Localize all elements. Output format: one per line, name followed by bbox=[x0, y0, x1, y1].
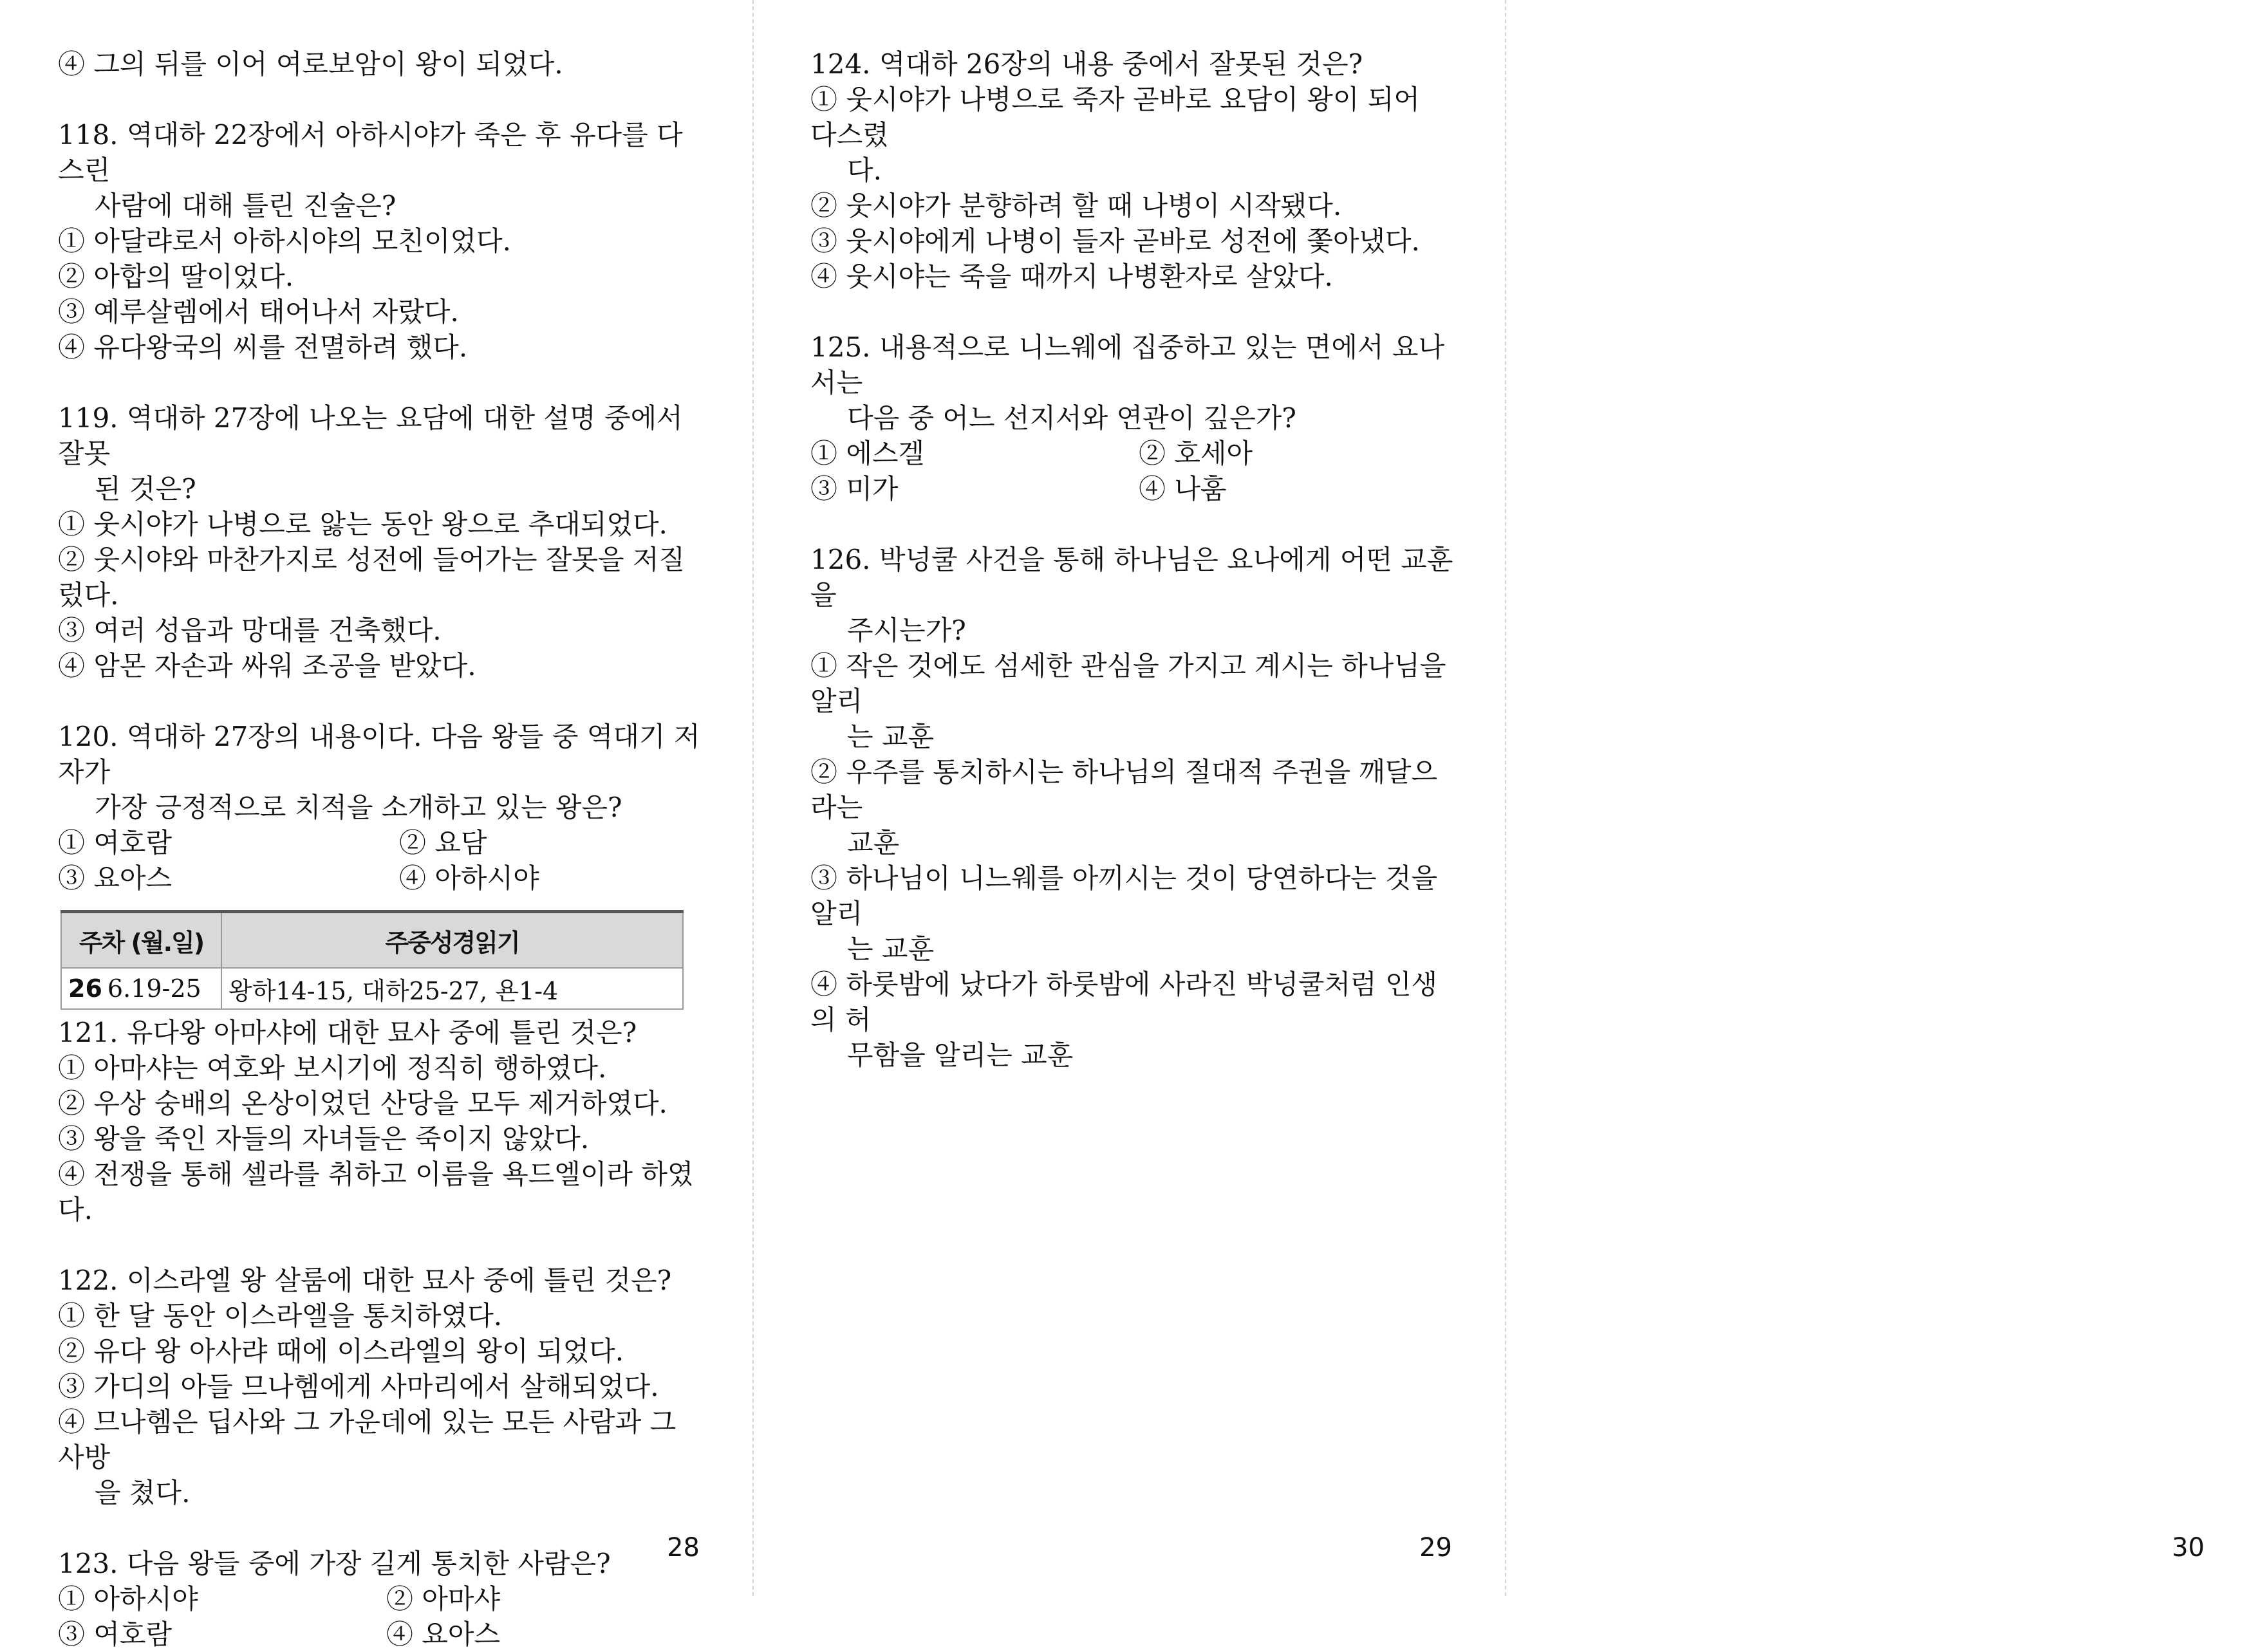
q126-option-3: ③ 하나님이 니느웨를 아끼시는 것이 당연하다는 것을 알리 bbox=[810, 862, 1438, 929]
q124-option-2: ② 웃시야가 분향하려 할 때 나병이 시작됐다. bbox=[810, 190, 1342, 221]
q122-option-3: ③ 가디의 아들 므나헴에게 사마리에서 살해되었다. bbox=[58, 1371, 659, 1402]
q117-option-4: ④ 그의 뒤를 이어 여로보암이 왕이 되었다. bbox=[58, 48, 563, 80]
q121-option-1: ① 아마샤는 여호와 보시기에 정직히 행하였다. bbox=[58, 1052, 607, 1084]
question-118 bbox=[58, 117, 702, 365]
reading-cell: 왕하14-15, 대하25-27, 욘1-4 bbox=[221, 968, 683, 1009]
q123-option-2: ② 아마샤 bbox=[386, 1583, 501, 1615]
q122-option-2: ② 유다 왕 아사랴 때에 이스라엘의 왕이 되었다. bbox=[58, 1335, 624, 1367]
q123-options-row-1 bbox=[58, 1581, 702, 1617]
q121-option-2: ② 우상 숭배의 온상이었던 산당을 모두 제거하였다. bbox=[58, 1088, 667, 1119]
q119-option-2: ② 웃시야와 마찬가지로 성전에 들어가는 잘못을 저질렀다. bbox=[58, 544, 686, 611]
q126-option-4-cont: 무함을 알리는 교훈 bbox=[847, 1039, 1074, 1071]
question-123 bbox=[58, 1546, 702, 1652]
q125-option-3: ③ 미가 bbox=[810, 473, 899, 505]
q118-option-1: ① 아달랴로서 아하시야의 모친이었다. bbox=[58, 225, 511, 257]
question-124 bbox=[810, 46, 1454, 294]
q125-options-row-1 bbox=[810, 436, 1454, 471]
q125-options-row-2 bbox=[810, 471, 1454, 506]
page-number: 29 bbox=[1419, 1533, 1452, 1563]
q123-options-row-2 bbox=[58, 1617, 702, 1652]
week-number: 26 bbox=[68, 974, 102, 1003]
q118-stem-cont: 사람에 대해 틀린 진술은? bbox=[95, 190, 397, 221]
q118-stem: 118. 역대하 22장에서 아하시야가 죽은 후 유다를 다스린 bbox=[58, 119, 683, 186]
question-121 bbox=[58, 1015, 702, 1227]
page-number: 30 bbox=[2172, 1533, 2205, 1563]
header-reading: 주중성경읽기 bbox=[221, 912, 683, 969]
q122-option-1: ① 한 달 동안 이스라엘을 통치하였다. bbox=[58, 1300, 503, 1332]
q124-option-1: ① 웃시야가 나병으로 죽자 곧바로 요담이 왕이 되어 다스렸 bbox=[810, 84, 1420, 151]
weekly-reading-table bbox=[61, 910, 684, 1010]
q124-option-4: ④ 웃시야는 죽을 때까지 나병환자로 살았다. bbox=[810, 261, 1333, 292]
q124-stem: 124. 역대하 26장의 내용 중에서 잘못된 것은? bbox=[810, 48, 1363, 80]
page-28-content bbox=[58, 46, 702, 1652]
q118-option-3: ③ 예루살렘에서 태어나서 자랐다. bbox=[58, 296, 459, 328]
q120-stem-cont: 가장 긍정적으로 치적을 소개하고 있는 왕은? bbox=[95, 792, 622, 823]
page-number: 28 bbox=[667, 1533, 700, 1563]
q126-option-3-cont: 는 교훈 bbox=[847, 933, 935, 965]
q119-option-3: ③ 여러 성읍과 망대를 건축했다. bbox=[58, 615, 442, 646]
q120-options-row-1 bbox=[58, 825, 702, 860]
q120-option-2: ② 요담 bbox=[399, 827, 487, 858]
page-29-content bbox=[810, 46, 1454, 1073]
page-29 bbox=[752, 0, 1505, 1596]
q125-stem: 125. 내용적으로 니느웨에 집중하고 있는 면에서 요나서는 bbox=[810, 331, 1445, 398]
q120-options-row-2 bbox=[58, 860, 702, 896]
q125-option-4: ④ 나훔 bbox=[1139, 473, 1227, 505]
q126-option-1: ① 작은 것에도 섬세한 관심을 가지고 계시는 하나님을 알리 bbox=[810, 650, 1446, 717]
question-122 bbox=[58, 1263, 702, 1510]
page-30 bbox=[1505, 0, 2257, 1596]
week-cell bbox=[61, 968, 221, 1009]
q124-option-1-cont: 다. bbox=[847, 154, 882, 186]
q126-option-2: ② 우주를 통치하시는 하나님의 절대적 주권을 깨달으라는 bbox=[810, 756, 1438, 823]
q124-option-3: ③ 웃시야에게 나병이 들자 곧바로 성전에 쫓아냈다. bbox=[810, 225, 1420, 257]
q125-option-2: ② 호세아 bbox=[1139, 438, 1253, 469]
q126-option-4: ④ 하룻밤에 났다가 하룻밤에 사라진 박넝쿨처럼 인생의 허 bbox=[810, 969, 1438, 1035]
q119-stem-cont: 된 것은? bbox=[95, 473, 196, 505]
q123-option-3: ③ 여호람 bbox=[58, 1619, 173, 1650]
q120-option-3: ③ 요아스 bbox=[58, 862, 173, 894]
question-125 bbox=[810, 329, 1454, 506]
question-126 bbox=[810, 542, 1454, 1073]
q119-option-1: ① 웃시야가 나병으로 앓는 동안 왕으로 추대되었다. bbox=[58, 508, 667, 540]
header-week: 주차 (월.일) bbox=[61, 912, 221, 969]
q126-stem-cont: 주시는가? bbox=[847, 615, 966, 646]
q119-stem: 119. 역대하 27장에 나오는 요담에 대한 설명 중에서 잘못 bbox=[58, 402, 683, 469]
q126-option-2-cont: 교훈 bbox=[847, 827, 900, 858]
q120-stem: 120. 역대하 27장의 내용이다. 다음 왕들 중 역대기 저자가 bbox=[58, 721, 700, 788]
q122-option-4: ④ 므나헴은 딥사와 그 가운데에 있는 모든 사람과 그 사방 bbox=[58, 1406, 676, 1473]
q123-option-4: ④ 요아스 bbox=[386, 1619, 501, 1650]
q118-option-2: ② 아합의 딸이었다. bbox=[58, 261, 294, 292]
q121-stem: 121. 유다왕 아마샤에 대한 묘사 중에 틀린 것은? bbox=[58, 1017, 637, 1048]
q121-option-4: ④ 전쟁을 통해 셀라를 취하고 이름을 욕드엘이라 하였다. bbox=[58, 1158, 694, 1225]
question-120 bbox=[58, 719, 702, 896]
q120-option-1: ① 여호람 bbox=[58, 827, 173, 858]
page-28 bbox=[0, 0, 752, 1650]
q122-stem: 122. 이스라엘 왕 살룸에 대한 묘사 중에 틀린 것은? bbox=[58, 1265, 672, 1296]
q125-stem-cont: 다음 중 어느 선지서와 연관이 깊은가? bbox=[847, 402, 1296, 434]
q125-option-1: ① 에스겔 bbox=[810, 438, 925, 469]
q123-stem: 123. 다음 왕들 중에 가장 길게 통치한 사람은? bbox=[58, 1548, 611, 1579]
q123-option-1: ① 아하시야 bbox=[58, 1583, 198, 1615]
q119-option-4: ④ 암몬 자손과 싸워 조공을 받았다. bbox=[58, 650, 476, 682]
q126-stem: 126. 박넝쿨 사건을 통해 하나님은 요나에게 어떤 교훈을 bbox=[810, 544, 1453, 611]
q122-option-4-cont: 을 쳤다. bbox=[95, 1477, 191, 1508]
week-dates: 6.19-25 bbox=[107, 974, 201, 1003]
q120-option-4: ④ 아하시야 bbox=[399, 862, 539, 894]
table-row bbox=[61, 968, 683, 1009]
q121-option-3: ③ 왕을 죽인 자들의 자녀들은 죽이지 않았다. bbox=[58, 1123, 590, 1155]
question-119 bbox=[58, 400, 702, 683]
q126-option-1-cont: 는 교훈 bbox=[847, 721, 935, 752]
q118-option-4: ④ 유다왕국의 씨를 전멸하려 했다. bbox=[58, 331, 468, 363]
table-header-row bbox=[61, 912, 683, 969]
